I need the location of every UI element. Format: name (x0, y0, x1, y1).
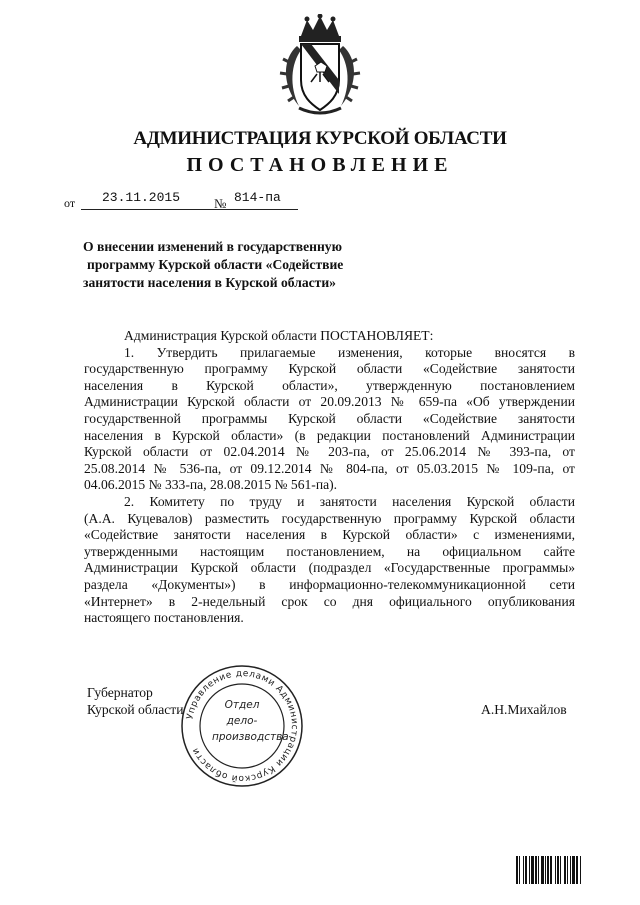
subject-line: занятости населения в Курской области» (83, 275, 336, 290)
body-line: населения в Курской области» (в редакции постановлений Администрации (84, 427, 575, 443)
svg-text:Управление делами Администраци: Управление делами Администрации Курской области (185, 668, 300, 784)
body-line: населения в Курской области», утвержденную постановлением (84, 377, 575, 393)
document-date: 23.11.2015 (102, 190, 181, 205)
signatory-name: А.Н.Михайлов (481, 702, 567, 717)
body-line: (А.А. Куцевалов) разместить государственную программу Курской области (84, 510, 575, 526)
body-line: Администрации Курской области (подраздел «Государственные программы» (84, 560, 575, 576)
body-line: государственной программы Курской области «Содействие занятости (84, 410, 575, 426)
body-line: 04.06.2015 № 333-па, 28.08.2015 № 561-па). (84, 477, 338, 493)
number-prefix: № (214, 196, 227, 211)
body-line: настоящего постановления. (84, 610, 244, 626)
body-line: «Содействие занятости населения в Курской области» с изменениями, (84, 527, 575, 543)
stamp-line: дело- (226, 715, 258, 727)
body-line: утвержденными настоящим постановлением, на официальном сайте (84, 543, 575, 559)
number-underline (230, 209, 298, 210)
stamp-center-text (212, 697, 289, 745)
coat-of-arms-icon (279, 14, 361, 116)
date-number-line (64, 190, 364, 212)
document-type: ПОСТАНОВЛЕНИЕ (186, 154, 454, 176)
body-line: 1. Утвердить прилагаемые изменения, которые вносятся в (124, 344, 575, 360)
subject-line: О внесении изменений в государственную (83, 239, 342, 254)
body-line: Администрация Курской области ПОСТАНОВЛЯЕТ: (124, 328, 434, 343)
signatory-position (87, 684, 184, 718)
position-line: Губернатор (87, 685, 153, 700)
position-line: Курской области (87, 702, 184, 717)
document-subject (83, 238, 403, 292)
document-body (84, 328, 575, 627)
subject-line: программу Курской области «Содействие (87, 257, 344, 272)
body-line: государственную программу Курской области «Содействие занятости (84, 361, 575, 377)
body-line: «Интернет» в 2-недельный срок со дня официального опубликования (84, 593, 575, 609)
stamp-line: производства (212, 731, 289, 743)
body-line: раздела «Документы») в информационно-телекоммуникационной сети (84, 576, 575, 592)
organization-title: АДМИНИСТРАЦИЯ КУРСКОЙ ОБЛАСТИ (133, 128, 507, 149)
body-line: 25.08.2014 № 536-па, от 09.12.2014 № 804-па, от 05.03.2015 № 109-па, от (84, 460, 575, 476)
body-line: 2. Комитету по труду и занятости населения Курской области (124, 493, 575, 509)
body-line: Администрации Курской области от 20.09.2013 № 659-па «Об утверждении (84, 394, 575, 410)
document-number: 814-па (234, 190, 281, 205)
date-prefix: от (64, 196, 76, 210)
body-line: Курской области от 02.04.2014 № 203-па, от 25.06.2014 № 393-па, от (84, 444, 575, 460)
stamp-line: Отдел (224, 699, 260, 711)
barcode-icon (516, 856, 610, 884)
